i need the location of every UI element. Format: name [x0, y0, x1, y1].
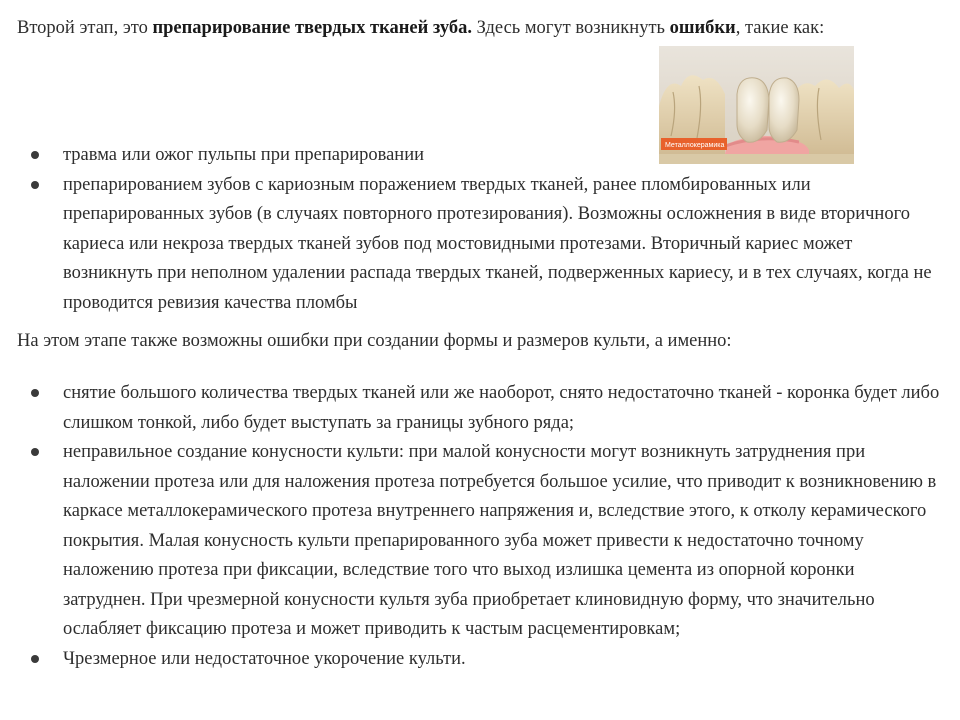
list-item: [0, 171, 940, 319]
intro-text-1: Второй этап, это: [17, 18, 153, 38]
intro-bold-1: препарирование твердых тканей зуба.: [152, 18, 473, 38]
bullet-icon: [31, 655, 39, 663]
intro-text-3: , такие как:: [735, 18, 825, 38]
list-item-text: препарированием зубов с кариозным поражением твердых тканей, ранее пломбированных или препарированных зубов (в случаях повторного протезирования). Возможны осложнения в виде вторичного кариеса или некроза твердых тканей зубов под мостовидными протезами. Вторичный кариес может возникнуть при неполном удалении распада твердых тканей, подверженных кариесу, и в тех случаях, когда не проводится ревизия качества пломбы: [63, 174, 932, 313]
paragraph-2: На этом этапе также возможны ошибки при создании формы и размеров культи, а именно:: [17, 331, 732, 351]
intro-text-2: Здесь могут возникнуть: [472, 18, 670, 38]
bullet-icon: [31, 151, 39, 159]
list-item: [0, 141, 623, 171]
bullet-icon: [31, 181, 39, 189]
list-item-text: Чрезмерное или недостаточное укорочение культи.: [63, 648, 466, 669]
list-item: [0, 379, 940, 438]
list-item: [0, 438, 940, 645]
list-item-text: неправильное создание конусности культи: при малой конусности могут возникнуть затруднения при наложении протеза или для наложения протеза потребуется большое усилие, что приводит к возникновению в каркасе металлокерамического протеза внутреннего напряжения и, вследствие этого, к отколу керамического покрытия. Малая конусность культи препарированного зуба может привести к недостаточно точному наложению протеза при фиксации, вследствие того что выход излишка цемента из опорной коронки затруднен. При чрезмерной конусности культя зуба приобретает клиновидную форму, что значительно ослабляет фиксацию протеза и может приводить к частым расцементировкам;: [63, 442, 937, 639]
list-item-text: травма или ожог пульпы при препарировании: [63, 145, 425, 165]
bullet-icon: [31, 389, 39, 397]
image-caption: Металлокерамика: [665, 142, 725, 149]
list-item-text: снятие большого количества твердых тканей или же наоборот, снято недостаточно тканей - коронка будет либо слишком тонкой, либо будет выступать за границы зубного ряда;: [63, 383, 940, 433]
list-item: [0, 645, 940, 675]
intro-paragraph: [17, 14, 937, 43]
intro-bold-2: ошибки: [669, 18, 736, 38]
bullet-icon: [31, 448, 39, 456]
errors-list-1: [0, 141, 940, 318]
errors-list-2: [0, 379, 940, 674]
